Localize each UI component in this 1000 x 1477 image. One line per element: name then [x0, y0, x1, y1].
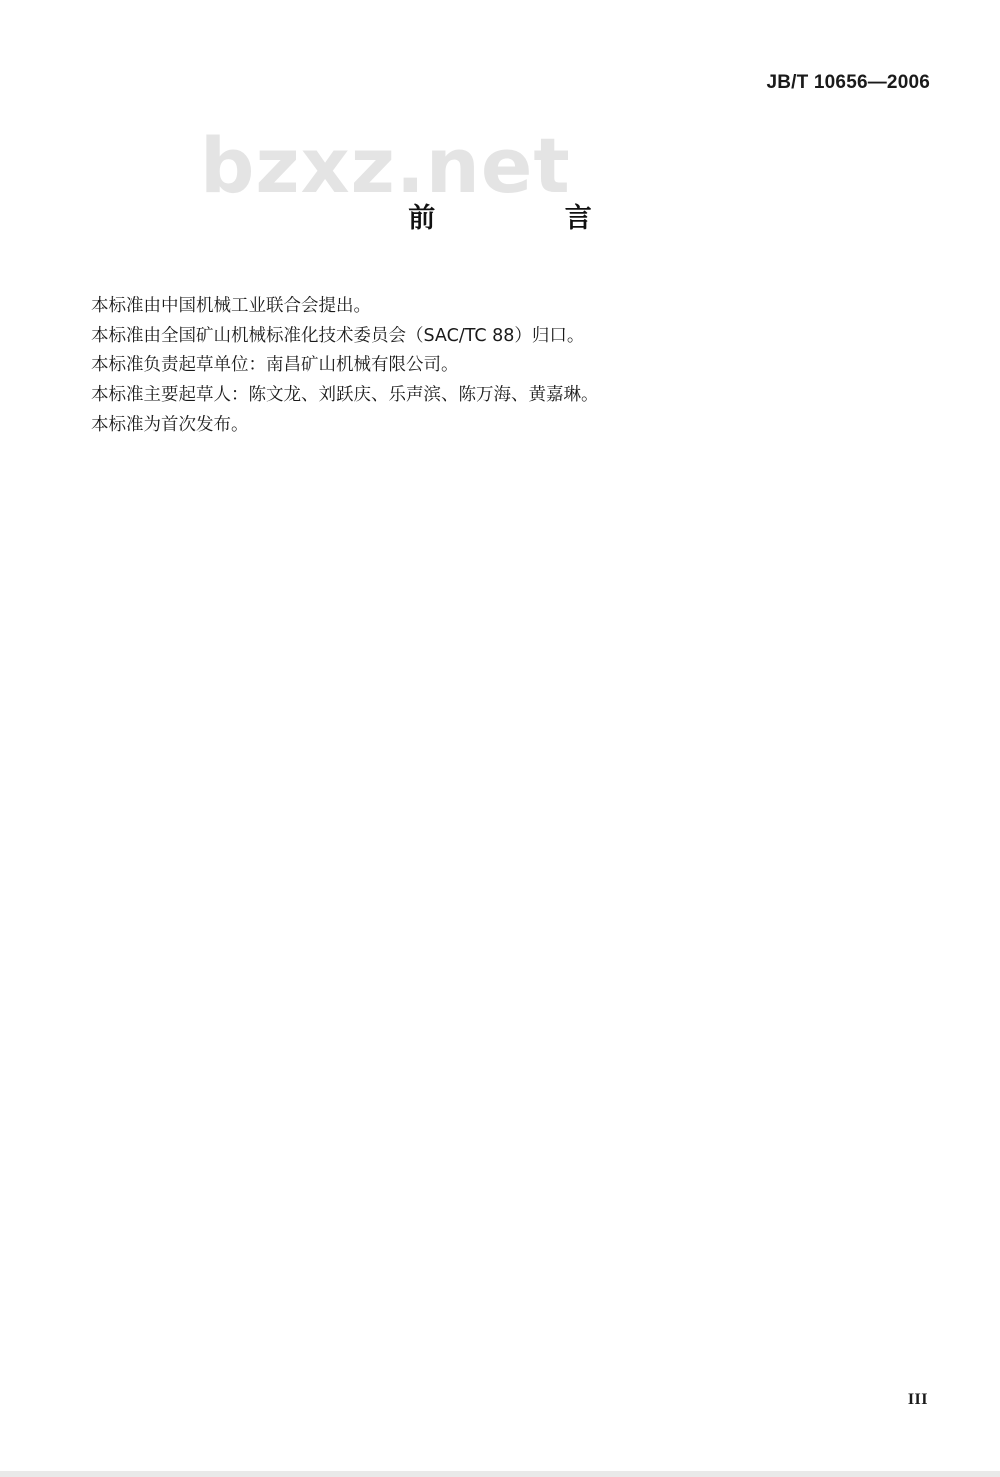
foreword-body	[91, 292, 931, 441]
page-bottom-edge	[0, 1471, 1000, 1477]
foreword-line: 本标准为首次发布。	[91, 414, 249, 435]
page-number: III	[907, 1391, 928, 1408]
foreword-line: 本标准负责起草单位：南昌矿山机械有限公司。	[91, 355, 459, 376]
foreword-line: 本标准由全国矿山机械标准化技术委员会（SAC/TC 88）归口。	[91, 325, 585, 346]
watermark: bzxz.net	[200, 121, 571, 210]
document-code: JB/T 10656—2006	[766, 72, 930, 93]
foreword-line: 本标准主要起草人：陈文龙、刘跃庆、乐声滨、陈万海、黄嘉琳。	[91, 385, 599, 406]
foreword-line: 本标准由中国机械工业联合会提出。	[91, 296, 371, 316]
foreword-title: 前 言	[408, 203, 652, 234]
